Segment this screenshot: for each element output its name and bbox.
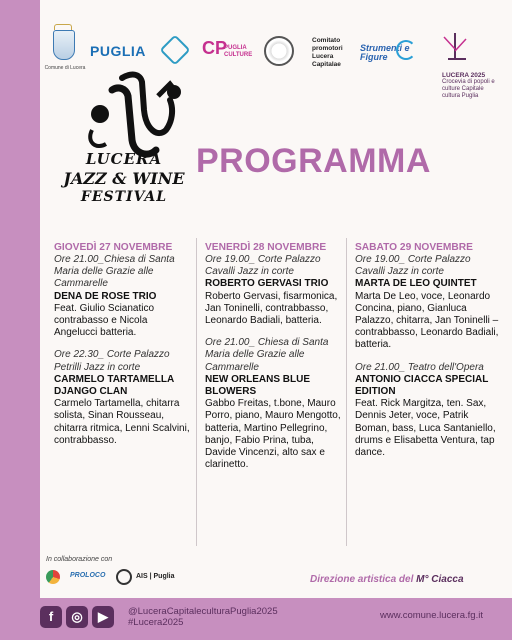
day-heading: GIOVEDÌ 27 NOVEMBRE <box>54 242 173 253</box>
comune-crest-icon <box>53 30 75 60</box>
artistic-director-name: M° Ciacca <box>416 574 464 585</box>
puglia-culture-mark: CP <box>202 38 228 58</box>
collaboration-label: In collaborazione con <box>46 556 113 563</box>
lucera2025-title: LUCERA 2025 <box>442 72 486 79</box>
festival-line2: JAZZ & WINE <box>63 169 185 188</box>
day-heading: SABATO 29 NOVEMBRE <box>355 242 473 253</box>
youtube-icon[interactable]: ▶ <box>92 606 114 628</box>
event-lineup: Roberto Gervasi, fisarmonica, Jan Toninelli, contrabbasso, Leonardo Badiali, batteria. <box>205 290 338 327</box>
artistic-direction <box>310 574 464 585</box>
event-lineup: Marta De Leo, voce, Leonardo Concina, piano, Gianluca Palazzo, chitarra, Jan Toninelli – contrabbasso, Leonardo Badiali, batteria. <box>355 290 499 351</box>
event-meta: Ore 21.00_ Chiesa di Santa Maria delle Grazie alle Cammarelle <box>205 337 329 373</box>
day-heading: VENERDÌ 28 NOVEMBRE <box>205 242 327 253</box>
lucera2025-mark-icon <box>442 33 468 63</box>
event-block <box>205 254 342 327</box>
facebook-icon[interactable]: f <box>40 606 62 628</box>
event-meta: Ore 19.00_ Corte Palazzo Cavalli Jazz in corte <box>355 254 471 278</box>
puglia-logo: PUGLIA <box>90 43 146 59</box>
partner-logos <box>46 566 206 590</box>
event-block <box>54 349 192 447</box>
day-column-thursday <box>46 238 196 546</box>
seal-logo-icon <box>264 36 294 66</box>
day-column-friday <box>196 238 346 546</box>
ais-seal-icon <box>116 569 132 585</box>
festival-wordmark <box>54 150 194 207</box>
event-block <box>355 254 500 352</box>
partner-logo-icon <box>46 570 60 584</box>
social-handles <box>128 606 278 628</box>
social-handle[interactable]: @LuceraCapitaleculturaPuglia2025 <box>128 606 278 617</box>
proloco-logo: PROLOCO <box>70 572 106 579</box>
festival-line1: LUCERA <box>85 150 163 168</box>
website-link[interactable]: www.comune.lucera.fg.it <box>380 610 483 621</box>
instagram-icon[interactable]: ◎ <box>66 606 88 628</box>
event-artist: CARMELO TARTAMELLA DJANGO CLAN <box>54 373 174 398</box>
event-lineup: Carmelo Tartamella, chitarra solista, Sinan Rousseau, chitarra ritmica, Lenni Scalvini, contrabbasso. <box>54 398 190 446</box>
poster-sheet <box>40 0 512 598</box>
artistic-direction-prefix: Direzione artistica del <box>310 574 414 585</box>
event-meta: Ore 21.00_Chiesa di Santa Maria delle Grazie alle Cammarelle <box>54 254 175 290</box>
comune-label: Comune di Lucera <box>44 65 86 71</box>
event-meta: Ore 19.00_ Corte Palazzo Cavalli Jazz in corte <box>205 254 321 278</box>
event-meta: Ore 21.00_ Teatro dell'Opera <box>355 361 484 373</box>
swirl-icon <box>396 40 416 60</box>
event-artist: ANTONIO CIACCA SPECIAL EDITION <box>355 373 489 398</box>
event-artist: NEW ORLEANS BLUE BLOWERS <box>205 373 310 398</box>
lucera2025-label <box>442 72 502 100</box>
lucera2025-subtitle: Crocevia di popoli e culture Capitale cultura Puglia <box>442 79 495 99</box>
event-lineup: Feat. Rick Margitza, ten. Sax, Dennis Jeter, voce, Patrik Boman, bass, Luca Santaniello, drums e Elisabetta Ventura, tap dance. <box>355 398 496 459</box>
event-block <box>205 337 342 471</box>
ais-puglia-logo: AIS | Puglia <box>136 573 175 580</box>
day-column-saturday <box>346 238 504 546</box>
event-lineup: Feat. Giulio Scianatico contrabasso e Nicola Angelucci batteria. <box>54 302 155 339</box>
page-title: PROGRAMMA <box>196 142 431 180</box>
hashtag[interactable]: #Lucera2025 <box>128 617 184 628</box>
festival-line3: FESTIVAL <box>80 189 168 205</box>
comitato-logo: Comitato promotori Lucera Capitalae <box>312 37 343 68</box>
event-block <box>355 362 500 460</box>
puglia-culture-label: PUGLIA CULTURE <box>224 45 253 58</box>
event-lineup: Gabbo Freitas, t.bone, Mauro Porro, piano, Mauro Mengotto, batteria, Martino Pellegrino, banjo, Fabio Prina, tuba, Davide Vincenzi, alto sax e clarinetto. <box>205 398 341 471</box>
event-meta: Ore 22.30_ Corte Palazzo Petrilli Jazz in corte <box>54 349 170 373</box>
program-columns <box>46 238 506 546</box>
event-artist: ROBERTO GERVASI TRIO <box>205 278 329 290</box>
event-artist: MARTA DE LEO QUINTET <box>355 278 477 290</box>
geometric-logo-icon <box>159 34 190 65</box>
strumenti-logo: Strumenti e Figure <box>360 43 410 62</box>
event-artist: DENA DE ROSE TRIO <box>54 290 157 302</box>
event-block <box>54 254 192 339</box>
